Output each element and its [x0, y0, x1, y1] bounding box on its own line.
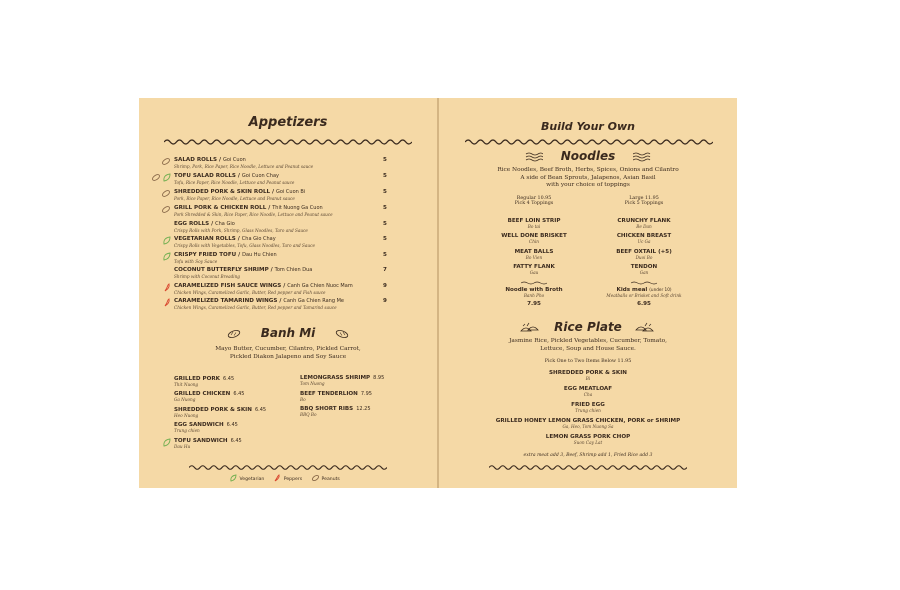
item-price: 5	[383, 252, 387, 258]
list-item: EGG MEATLOAF Cha	[563, 386, 613, 397]
item-price: 5	[383, 205, 387, 211]
peanuts-icon	[161, 157, 171, 166]
legend-peanuts: Peanuts	[321, 476, 340, 482]
list-item: SHREDDED PORK & SKIN Bi	[549, 370, 627, 381]
wave-divider	[631, 281, 657, 285]
topping-option: MEAT BALLS Bo Vien	[514, 249, 554, 260]
wave-divider	[189, 464, 387, 471]
list-item: TOFU SANDWICH 6.45 Dau Hu	[174, 438, 242, 449]
rice-icon	[635, 322, 655, 334]
list-item: CRISPY FRIED TOFU / Dau Hu Chien Tofu with Soy Sauce	[174, 252, 277, 264]
list-item: COCONUT BUTTERFLY SHRIMP / Tom Chien Dua Shrimp with Coconut Breading	[174, 267, 313, 279]
vegetarian-icon	[162, 173, 172, 182]
bread-icon	[335, 329, 349, 339]
banhmi-description: Mayo Butter, Cucumber, Cilantro, Pickled Carrot, Pickled Diakon Jalapeno and Soy Sauce	[215, 346, 361, 360]
list-item: CARAMELIZED FISH SAUCE WINGS / Canh Ga Chien Nuoc Mam Chicken Wings, Caramelized Garlic, Butter, Red pepper and Fish sauce	[174, 283, 353, 295]
noodle-with-broth: Noodle with Broth Banh Pho 7.95	[505, 287, 563, 307]
legend-peppers: Peppers	[283, 476, 303, 482]
rice-plate-title: Rice Plate	[554, 320, 622, 334]
kids-meal: Kids meal (under 10) Meatballs or Brisket and Soft drink 6.95	[606, 287, 682, 307]
list-item: LEMON GRASS PORK CHOP Suon Cay Lat	[545, 434, 631, 445]
list-item: GRILLED CHICKEN 6.45 Ga Nuong	[174, 391, 245, 402]
noodles-icon	[633, 151, 651, 163]
vegetarian-icon	[229, 474, 238, 482]
topping-option: FATTY FLANK Gau	[513, 264, 555, 275]
topping-option: CRUNCHY FLANK Be Dan	[617, 218, 671, 229]
large-size: Large 11.95 Pick 5 Toppings	[624, 196, 664, 206]
item-price: 5	[383, 236, 387, 242]
topping-option: CHICKEN BREAST Uc Ga	[616, 233, 672, 244]
item-price: 5	[383, 173, 387, 179]
build-your-own-title: Build Your Own	[541, 120, 635, 133]
list-item: EGG ROLLS / Cha Gio Crispy Rolls with Pork, Shrimp, Glass Noodles, Taro and Sauce	[174, 221, 308, 233]
vegetarian-icon	[162, 438, 172, 447]
item-price: 5	[383, 157, 387, 163]
list-item: SHREDDED PORK & SKIN ROLL / Goi Cuon Bi Pork, Rice Paper, Rice Noodle, Lettuce and Peanut sauce	[174, 189, 306, 201]
left-menu-page	[139, 98, 437, 488]
list-item: GRILLED HONEY LEMON GRASS CHICKEN, PORK or SHRIMP Ga, Heo, Tom Nuong Sa	[495, 418, 681, 429]
list-item: GRILL PORK & CHICKEN ROLL / Thit Nuong Ga Cuon Pork Shredded & Skin, Rice Paper, Rice Noodle, Lettuce and Peanut sauce	[174, 205, 333, 217]
peanuts-icon	[151, 173, 161, 182]
peanuts-icon	[161, 189, 171, 198]
item-price: 9	[383, 298, 387, 304]
vegetarian-icon	[162, 236, 172, 245]
regular-size: Regular 10.95 Pick 4 Toppings	[514, 196, 554, 206]
list-item: SHREDDED PORK & SKIN 6.45 Heo Nuong	[174, 407, 267, 418]
list-item: VEGETARIAN ROLLS / Cha Gio Chay Crispy Rolls with Vegetables, Tofu, Glass Noodles, Taro and Sauce	[174, 236, 315, 248]
list-item: CARAMELIZED TAMARIND WINGS / Canh Ga Chien Rang Me Chicken Wings, Caramelized Garlic, Butter, Red pepper and Tamarind sauce	[174, 298, 344, 310]
wave-divider	[521, 281, 547, 285]
item-price: 7	[383, 267, 387, 273]
item-price: 5	[383, 189, 387, 195]
list-item: EGG SANDWICH 6.45 Trung chien	[174, 422, 238, 433]
wave-divider	[489, 464, 687, 471]
right-menu-page	[439, 98, 737, 488]
legend	[229, 474, 340, 484]
topping-option: BEEF LOIN STRIP Bo tai	[507, 218, 561, 229]
extra-note: extra meat add 3, Beef, Shrimp add 1, Fried Rice add 3	[523, 453, 653, 458]
pepper-icon	[162, 298, 172, 307]
pepper-icon	[273, 474, 282, 482]
item-price: 5	[383, 221, 387, 227]
wave-divider	[164, 138, 412, 146]
list-item: BBQ SHORT RIBS 12.25 BBQ Bo	[300, 406, 371, 417]
list-item: BEEF TENDERLION 7.95 Bo	[300, 391, 372, 402]
wave-divider	[465, 138, 713, 146]
rice-plate-description: Jasmine Rice, Pickled Vegetables, Cucumber, Tomato, Lettuce, Soup and House Sauce.	[509, 338, 667, 352]
vegetarian-icon	[162, 252, 172, 261]
rice-pick-note: Pick One to Two Items Below 11.95	[544, 359, 632, 364]
topping-option: BEEF OXTAIL (+5) Duoi Bo	[616, 249, 672, 260]
peanuts-icon	[311, 474, 320, 482]
list-item: GRILLED PORK 6.45 Thit Nuong	[174, 376, 235, 387]
list-item: LEMONGRASS SHRIMP 8.95 Tom Nuong	[300, 375, 385, 386]
list-item: SALAD ROLLS / Goi Cuon Shrimp, Pork, Rice Paper, Rice Noodle, Lettuce and Peanut sauce	[174, 157, 314, 169]
list-item: FRIED EGG Trung chien	[571, 402, 605, 413]
appetizers-title: Appetizers	[248, 115, 328, 130]
noodles-title: Noodles	[560, 149, 616, 163]
item-price: 9	[383, 283, 387, 289]
peanuts-icon	[161, 205, 171, 214]
list-item: TOFU SALAD ROLLS / Goi Cuon Chay Tofu, Rice Paper, Rice Noodle, Lettuce and Peanut sauce	[174, 173, 295, 185]
noodles-description: Rice Noodles, Beef Broth, Herbs, Spices, Onions and Cilantro A side of Bean Sprouts, Jalapenos, Asian Basil with your choice of toppings	[497, 167, 679, 188]
legend-vegetarian: Vegetarian	[239, 476, 265, 482]
topping-option: WELL DONE BRISKET Chin	[501, 233, 567, 244]
topping-option: TENDON Gan	[630, 264, 658, 275]
pepper-icon	[162, 283, 172, 292]
banhmi-title: Banh Mi	[260, 326, 316, 340]
